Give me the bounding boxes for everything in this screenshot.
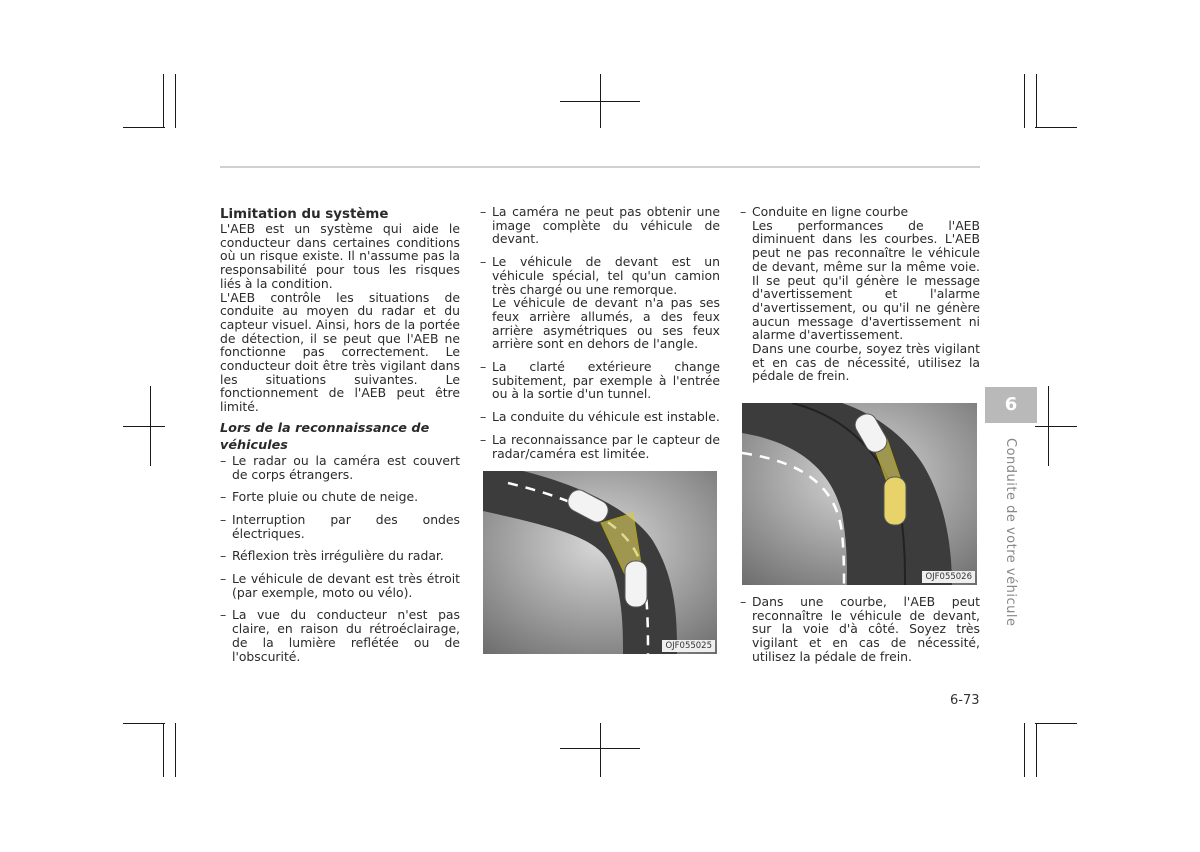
curve-illustration-1 (483, 471, 717, 654)
list-item: – La caméra ne peut pas obtenir une image complète du véhicule de devant. (480, 205, 720, 246)
crop-mark (1024, 723, 1025, 777)
road-curve-image (483, 471, 717, 654)
list-item-text: Le véhicule de devant est un véhicule spécial, tel qu'un camion très chargé ou une remorque. (492, 254, 720, 297)
crop-mark (1035, 426, 1077, 427)
column-1 (220, 207, 460, 672)
condition-list (740, 595, 980, 664)
page-number: 6-73 (950, 693, 980, 708)
list-item: – Réflexion très irrégulière du radar. (220, 549, 460, 563)
crop-mark (1024, 74, 1025, 128)
column-3 (740, 205, 980, 392)
figure-code: OJF055025 (662, 640, 715, 652)
road-curve-image (742, 403, 977, 585)
chapter-tab: 6 (985, 387, 1037, 423)
list-item: – Forte pluie ou chute de neige. (220, 490, 460, 504)
list-item: – La reconnaissance par le capteur de radar/caméra est limitée. (480, 433, 720, 460)
header-rule (220, 166, 980, 168)
condition-list (740, 205, 980, 383)
list-item: – Le véhicule de devant est très étroit (par exemple, moto ou vélo). (220, 572, 460, 599)
section-heading: Limitation du système (220, 207, 389, 222)
list-item (740, 205, 980, 383)
list-item: – La vue du conducteur n'est pas claire, en raison du rétroéclairage, de la lumière reflétée ou de l'obscurité. (220, 608, 460, 663)
subheading: Lors de la reconnaissance de véhicules (220, 420, 430, 453)
column-2 (480, 205, 720, 469)
crop-mark (123, 426, 165, 427)
crop-mark (163, 74, 164, 128)
paragraph: L'AEB est un système qui aide le conducteur dans certaines conditions où un risque existe. Il n'assume pas la responsabilité pour tous les risques liés à la condition. (220, 221, 460, 291)
chapter-title: Conduite de votre véhicule (1003, 438, 1018, 627)
condition-list (220, 454, 460, 663)
crop-mark (600, 723, 601, 777)
crop-mark (123, 723, 165, 724)
crop-mark (123, 127, 165, 128)
crop-mark (175, 74, 176, 128)
list-item: – Interruption par des ondes électriques. (220, 513, 460, 540)
figure-code: OJF055026 (922, 571, 975, 583)
paragraph: Dans une courbe, soyez très vigilant et en cas de nécessité, utilisez la pédale de frein. (752, 341, 980, 384)
crop-mark (600, 74, 601, 128)
crop-mark (1036, 74, 1037, 128)
list-item-title: – Conduite en ligne courbe (752, 204, 909, 219)
list-item (480, 255, 720, 351)
crop-mark (1048, 386, 1049, 466)
crop-mark (1036, 723, 1037, 777)
paragraph: L'AEB contrôle les situations de conduite au moyen du radar et du capteur visuel. Ainsi, hors de la portée de détection, il se peut que l'AEB ne fonctionne pas correctement. Le conducteur doit être très vigilant dans les situations suivantes. Le fonctionnement de l'AEB peut être limité. (220, 289, 460, 415)
list-item: – Le radar ou la caméra est couvert de corps étrangers. (220, 454, 460, 481)
list-item: – La conduite du véhicule est instable. (480, 410, 720, 424)
crop-mark (1035, 127, 1077, 128)
crop-mark (163, 723, 164, 777)
list-item: – Dans une courbe, l'AEB peut reconnaître le véhicule de devant, sur la voie d'à côté. Soyez très vigilant et en cas de nécessité, utilisez la pédale de frein. (740, 595, 980, 664)
list-item: – La clarté extérieure change subitement, par exemple à l'entrée ou à la sortie d'un tunnel. (480, 360, 720, 401)
condition-list (480, 205, 720, 460)
crop-mark (1035, 723, 1077, 724)
paragraph: Les performances de l'AEB diminuent dans les courbes. L'AEB peut ne pas reconnaître le véhicule de devant, même sur la même voie. Il se peut qu'il génère le message d'avertissement et l'alarme d'avertissement, ou qu'il ne génère aucun message d'avertissement ni alarme d'avertissement. (752, 217, 980, 343)
column-3-bottom (740, 595, 980, 673)
crop-mark (150, 386, 151, 466)
curve-illustration-2 (742, 403, 977, 585)
crop-mark (175, 723, 176, 777)
list-item-extra: Le véhicule de devant n'a pas ses feux arrière allumés, a des feux arrière asymétriques ou ses feux arrière sont en dehors de l'angle. (492, 295, 720, 352)
